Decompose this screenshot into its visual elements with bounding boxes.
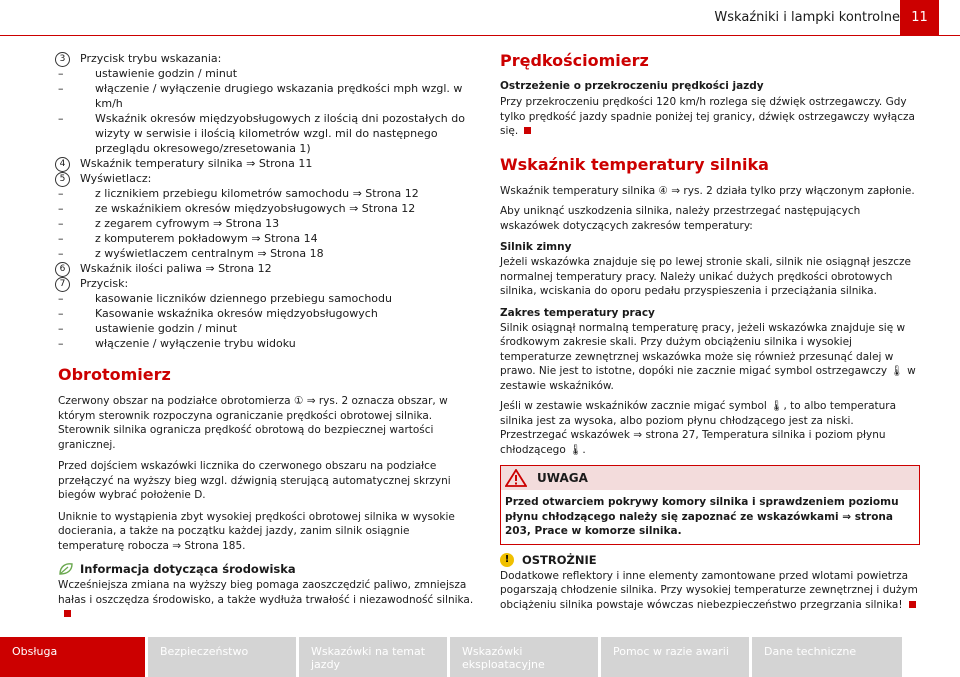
warning-label: UWAGA bbox=[537, 471, 588, 485]
legend-subitem: – ustawienie godzin / minut bbox=[58, 66, 478, 81]
legend-item-text: Przycisk trybu wskazania: bbox=[80, 52, 222, 65]
temp-paragraph-2: Aby uniknąć uszkodzenia silnika, należy przestrzegać następujących wskazówek dotyczących zakresów temperatury: bbox=[500, 205, 861, 232]
legend-subitem: – Kasowanie wskaźnika okresów międzyobsługowych bbox=[58, 306, 478, 321]
legend-item bbox=[58, 171, 478, 186]
legend-item-text: Przycisk: bbox=[80, 277, 129, 290]
chapter-tab[interactable]: Wskazówki na temat jazdy bbox=[299, 637, 447, 677]
legend-subitem: – ze wskaźnikiem okresów międzyobsługowych ⇒ Strona 12 bbox=[58, 201, 478, 216]
legend-subitem: – z komputerem pokładowym ⇒ Strona 14 bbox=[58, 231, 478, 246]
temp-paragraph-1: Wskaźnik temperatury silnika ④ ⇒ rys. 2 działa tylko przy włączonym zapłonie. bbox=[500, 184, 915, 197]
end-marker bbox=[524, 127, 531, 134]
legend-subitem: – kasowanie liczników dziennego przebiegu samochodu bbox=[58, 291, 478, 306]
legend-subitem: – Wskaźnik okresów międzyobsługowych z ilością dni pozostałych do wizyty w serwisie i ilością kilometrów wzgl. mil do następnego przeglądu okresowego/zresetowania 1) bbox=[58, 111, 478, 156]
work-text: Silnik osiągnął normalną temperaturę pracy, jeżeli wskazówka znajduje się w środkowym zakresie skali. Przy dużym obciążeniu silnika i wysokiej temperaturze zewnętrznej wskazówka może się również przesunąć dalej w prawo. Nie jest to istotne, dopóki nie zacznie migać symbol ostrzegawczy 🌡 w zestawie wskaźników. bbox=[500, 321, 916, 392]
caution-icon: ! bbox=[500, 553, 514, 567]
leaf-icon bbox=[58, 562, 74, 576]
warning-triangle-icon bbox=[505, 469, 527, 487]
legend-subitem: – z wyświetlaczem centralnym ⇒ Strona 18 bbox=[58, 246, 478, 261]
left-column bbox=[58, 51, 478, 622]
legend-subitem: – ustawienie godzin / minut bbox=[58, 321, 478, 336]
obrotomierz-paragraph-2: Przed dojściem wskazówki licznika do czerwonego obszaru na podziałce przełączyć na wyższy bieg wzgl. dźwignią sterującą automatycznej skrzyni biegów wybrać położenie D. bbox=[58, 460, 451, 501]
legend-item-text: Wyświetlacz: bbox=[80, 172, 152, 185]
callout-number: 3 bbox=[55, 52, 70, 67]
legend-item bbox=[58, 276, 478, 291]
chapter-tab[interactable]: Pomoc w razie awarii bbox=[601, 637, 749, 677]
callout-number: 6 bbox=[55, 262, 70, 277]
end-marker bbox=[909, 601, 916, 608]
warning-box bbox=[500, 465, 920, 545]
warning-header bbox=[501, 466, 919, 490]
caution-text: Dodatkowe reflektory i inne elementy zamontowane przed wlotami powietrza pogarszają chłodzenie silnika. Przy wysokiej temperaturze zewnętrznej i dużym obciążeniu silnika powstaje wówczas niebezpieczeństwo przegrzania silnika! bbox=[500, 569, 918, 611]
legend-item bbox=[58, 156, 478, 171]
chapter-tab[interactable]: Bezpieczeństwo bbox=[148, 637, 296, 677]
caution-label: OSTROŻNIE bbox=[522, 552, 597, 567]
legend-item bbox=[58, 51, 478, 66]
speed-title: Prędkościomierz bbox=[500, 51, 649, 70]
end-marker bbox=[64, 610, 71, 617]
running-header: Wskaźniki i lampki kontrolne bbox=[714, 10, 900, 25]
env-heading bbox=[58, 562, 478, 576]
env-text: Wcześniejsza zmiana na wyższy bieg pomaga zaoszczędzić paliwo, zmniejsza hałas i oszczędza środowisko, a także wydłuża trwałość i niezawodność silnika. bbox=[58, 578, 478, 622]
chapter-tab[interactable]: Wskazówki eksploatacyjne bbox=[450, 637, 598, 677]
legend-subitem: – z licznikiem przebiegu kilometrów samochodu ⇒ Strona 12 bbox=[58, 186, 478, 201]
chapter-tab[interactable]: Dane techniczne bbox=[752, 637, 902, 677]
work-title: Zakres temperatury pracy bbox=[500, 306, 655, 319]
legend-item bbox=[58, 261, 478, 276]
legend-subitem: – włączenie / wyłączenie drugiego wskazania prędkości mph wzgl. w km/h bbox=[58, 81, 478, 111]
legend-list bbox=[58, 51, 478, 351]
header-rule bbox=[0, 35, 960, 36]
cold-title: Silnik zimny bbox=[500, 241, 572, 253]
callout-number: 7 bbox=[55, 277, 70, 292]
cold-text: Jeżeli wskazówka znajduje się po lewej stronie skali, silnik nie osiągnął jeszcze normalnej temperatury pracy. Należy unikać dużych prędkości obrotowych silnika, wciskania do oporu pedału przyspieszenia i przeciążania silnika. bbox=[500, 256, 911, 297]
temp-title: Wskaźnik temperatury silnika bbox=[500, 154, 769, 174]
callout-number: 5 bbox=[55, 172, 70, 187]
legend-subitem: – włączenie / wyłączenie trybu widoku bbox=[58, 336, 478, 351]
chapter-tabs bbox=[0, 637, 960, 677]
speed-subtitle: Ostrzeżenie o przekroczeniu prędkości jazdy bbox=[500, 80, 764, 92]
legend-item-text: Wskaźnik temperatury silnika ⇒ Strona 11 bbox=[80, 157, 313, 170]
page-number: 11 bbox=[900, 0, 939, 35]
chapter-tab[interactable]: Obsługa bbox=[0, 637, 145, 677]
hot-text: Jeśli w zestawie wskaźników zacznie migać symbol 🌡, to albo temperatura silnika jest za wysoka, albo poziom płynu chłodzącego jest za niski. Przestrzegać wskazówek ⇒ strona 27, Temperatura silnika i poziom płynu chłodzącego 🌡. bbox=[500, 400, 897, 456]
speed-text: Przy przekroczeniu prędkości 120 km/h rozlega się dźwięk ostrzegawczy. Gdy tylko prędkość jazdy spadnie poniżej tej granicy, dźwięk ostrzegawczy wyłącza się. bbox=[500, 96, 915, 137]
callout-number: 4 bbox=[55, 157, 70, 172]
obrotomierz-paragraph-1: Czerwony obszar na podziałce obrotomierza ① ⇒ rys. 2 oznacza obszar, w którym sterownik rozpoczyna ograniczanie prędkości obrotowej silnika. Sterownik silnika ogranicza prędkość obrotową do bezpiecznej wartości granicznej. bbox=[58, 395, 448, 451]
obrotomierz-paragraph-3: Uniknie to wystąpienia zbyt wysokiej prędkości obrotowej silnika w wysokie docierania, a także na początku każdej jazdy, zanim silnik osiągnie temperaturę robocza ⇒ Strona 185. bbox=[58, 510, 455, 552]
legend-subitem: – z zegarem cyfrowym ⇒ Strona 13 bbox=[58, 216, 478, 231]
right-column bbox=[500, 51, 920, 612]
warning-text: Przed otwarciem pokrywy komory silnika i sprawdzeniem poziomu płynu chłodzącego należy się zapoznać ze wskazówkami ⇒ strona 203, Prace w komorze silnika. bbox=[505, 496, 899, 537]
env-title: Informacja dotycząca środowiska bbox=[80, 562, 296, 576]
caution-header bbox=[500, 553, 920, 567]
legend-item-text: Wskaźnik ilości paliwa ⇒ Strona 12 bbox=[80, 262, 272, 275]
obrotomierz-title: Obrotomierz bbox=[58, 365, 171, 384]
